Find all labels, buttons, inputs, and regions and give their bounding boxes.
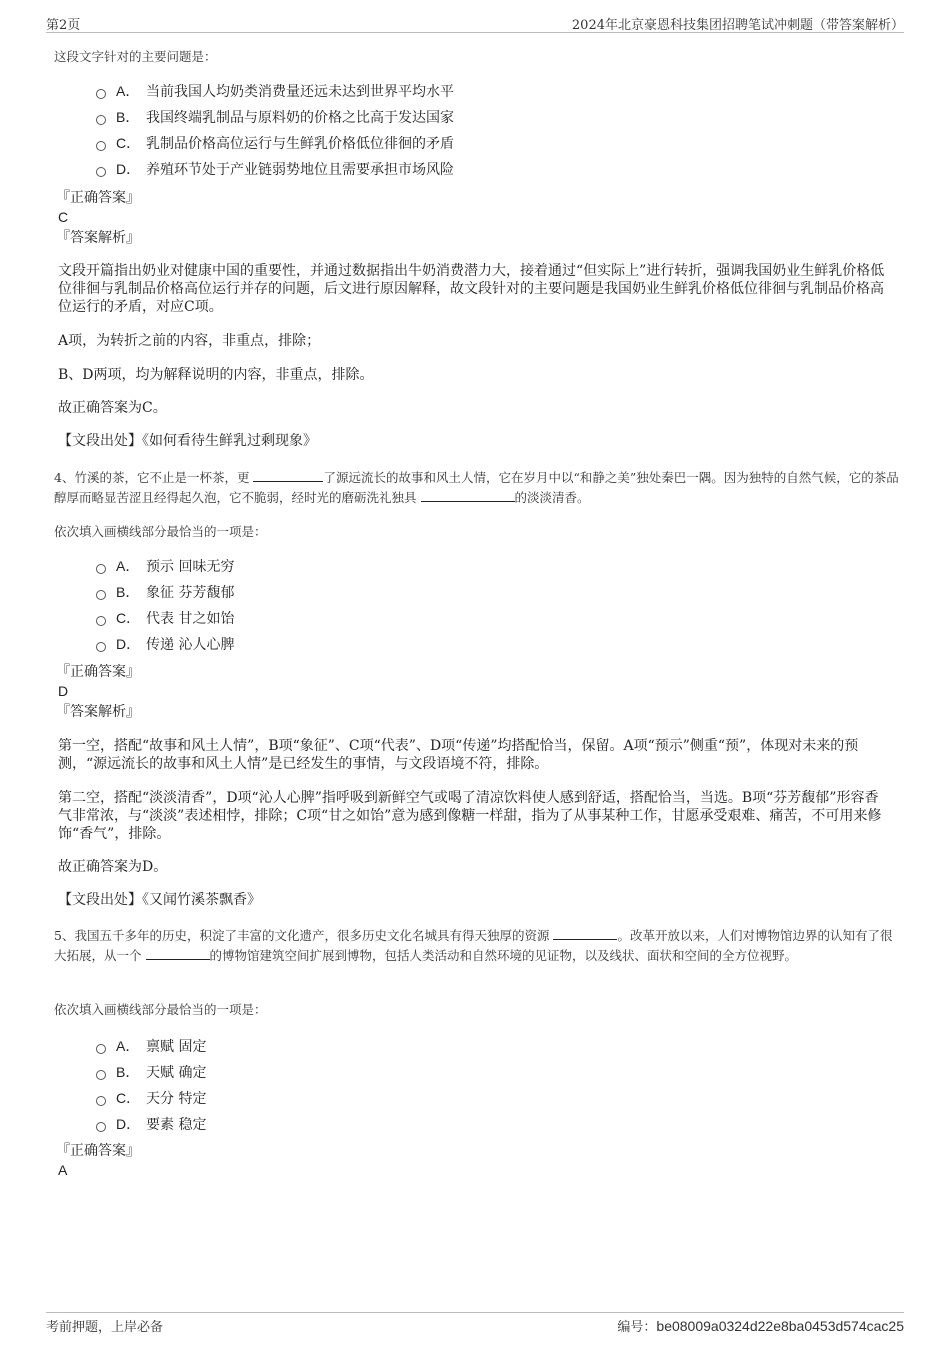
q4-stem: 4、竹溪的茶，它不止是一杯茶，更 了源远流长的故事和风土人情，它在岁月中以“和静之美”独处秦巴一隅。因为独特的自然气候，它的茶品醇厚而略显苦涩且经得起久泡，它不脆弱，经时光的磨砺洗礼独具 的淡淡清香。 xyxy=(54,470,899,505)
q4-analysis-heading: 『答案解析』 xyxy=(56,704,140,720)
q4-analysis-conclusion: 故正确答案为D。 xyxy=(58,859,168,875)
page-header xyxy=(46,12,904,33)
q3-analysis-paragraph: A项，为转折之前的内容，非重点，排除； xyxy=(58,333,321,349)
radio-icon[interactable] xyxy=(96,590,106,600)
document-code: 编号：be08009a0324d22e8ba0453d574cac25 xyxy=(617,1318,904,1335)
q3-prompt: 这段文字针对的主要问题是： xyxy=(54,49,217,64)
q3-analysis-heading: 『答案解析』 xyxy=(56,230,140,246)
radio-icon[interactable] xyxy=(96,1070,106,1080)
q5-answer-heading: 『正确答案』 xyxy=(56,1143,140,1159)
document-title: 2024年北京豪恩科技集团招聘笔试冲刺题（带答案解析） xyxy=(571,18,904,33)
q3-source: 【文段出处】《如何看待生鲜乳过剩现象》 xyxy=(58,433,317,449)
blank-line xyxy=(421,489,515,502)
q3-analysis-paragraph: 文段开篇指出奶业对健康中国的重要性，并通过数据指出牛奶消费潜力大，接着通过“但实际上”进行转折，强调我国奶业生鲜乳价格低位徘徊与乳制品价格高位运行并存的问题，后文进行原因解释，故文段针对的主要问题是我国奶业生鲜乳价格低位徘徊与乳制品价格高位运行的矛盾，对应C项。 xyxy=(58,263,885,315)
footer-slogan: 考前押题，上岸必备 xyxy=(46,1320,164,1335)
q4-option-d[interactable]: D． 传递 沁人心脾 xyxy=(96,633,234,655)
q5-option-b[interactable]: B． 天赋 确定 xyxy=(96,1061,206,1083)
radio-icon[interactable] xyxy=(96,564,106,574)
q3-option-b[interactable]: B． 我国终端乳制品与原料奶的价格之比高于发达国家 xyxy=(96,106,454,128)
q5-option-d[interactable]: D． 要素 稳定 xyxy=(96,1113,206,1135)
q5-option-c[interactable]: C． 天分 特定 xyxy=(96,1087,206,1109)
q5-answer: A xyxy=(58,1162,68,1178)
radio-icon[interactable] xyxy=(96,1122,106,1132)
q3-analysis-conclusion: 故正确答案为C。 xyxy=(58,400,167,416)
radio-icon[interactable] xyxy=(96,89,106,99)
q5-option-a[interactable]: A． 禀赋 固定 xyxy=(96,1035,206,1057)
q4-answer-heading: 『正确答案』 xyxy=(56,664,140,680)
radio-icon[interactable] xyxy=(96,141,106,151)
blank-line xyxy=(553,927,617,940)
page-footer xyxy=(46,1312,904,1335)
q3-answer: C xyxy=(58,209,69,225)
q3-analysis-paragraph: B、D两项，均为解释说明的内容，非重点，排除。 xyxy=(58,367,374,383)
q4-prompt: 依次填入画横线部分最恰当的一项是： xyxy=(54,524,267,539)
page-number: 第2页 xyxy=(46,18,81,33)
q4-answer: D xyxy=(58,683,69,699)
radio-icon[interactable] xyxy=(96,115,106,125)
q4-analysis-paragraph: 第一空，搭配“故事和风土人情”，B项“象征”、C项“代表”、D项“传递”均搭配恰当，保留。A项“预示”侧重“预”，体现对未来的预测，“源远流长的故事和风土人情”是已经发生的事情，与文段语境不符，排除。 xyxy=(58,738,859,772)
q4-option-a[interactable]: A． 预示 回味无穷 xyxy=(96,555,234,577)
blank-line xyxy=(146,947,210,960)
blank-line xyxy=(253,469,323,482)
q4-analysis-paragraph: 第二空，搭配“淡淡清香”，D项“沁人心脾”指呼吸到新鲜空气或喝了清凉饮料使人感到舒适，搭配恰当，当选。B项“芬芳馥郁”形容香气非常浓，与“淡淡”表述相悖，排除；C项“甘之如饴”意为感到像糖一样甜，指为了从事某种工作，甘愿承受艰难、痛苦，不可用来修饰“香气”，排除。 xyxy=(58,790,882,842)
q4-source: 【文段出处】《又闻竹溪茶飘香》 xyxy=(58,892,261,908)
q4-option-b[interactable]: B． 象征 芬芳馥郁 xyxy=(96,581,234,603)
radio-icon[interactable] xyxy=(96,167,106,177)
q3-option-c[interactable]: C． 乳制品价格高位运行与生鲜乳价格低位徘徊的矛盾 xyxy=(96,132,454,154)
q5-stem: 5、我国五千多年的历史，积淀了丰富的文化遗产，很多历史文化名城具有得天独厚的资源 。改革开放以来，人们对博物馆边界的认知有了很大拓展，从一个 的博物馆建筑空间扩展到博物，包括人类活动和自然环境的见证物，以及线状、面状和空间的全方位视野。 xyxy=(54,928,893,963)
radio-icon[interactable] xyxy=(96,642,106,652)
radio-icon[interactable] xyxy=(96,616,106,626)
radio-icon[interactable] xyxy=(96,1096,106,1106)
q3-answer-heading: 『正确答案』 xyxy=(56,190,140,206)
q4-option-c[interactable]: C． 代表 甘之如饴 xyxy=(96,607,234,629)
radio-icon[interactable] xyxy=(96,1044,106,1054)
q3-option-a[interactable]: A． 当前我国人均奶类消费量还远未达到世界平均水平 xyxy=(96,80,454,102)
q5-prompt: 依次填入画横线部分最恰当的一项是： xyxy=(54,1002,267,1017)
q3-option-d[interactable]: D． 养殖环节处于产业链弱势地位且需要承担市场风险 xyxy=(96,158,454,180)
